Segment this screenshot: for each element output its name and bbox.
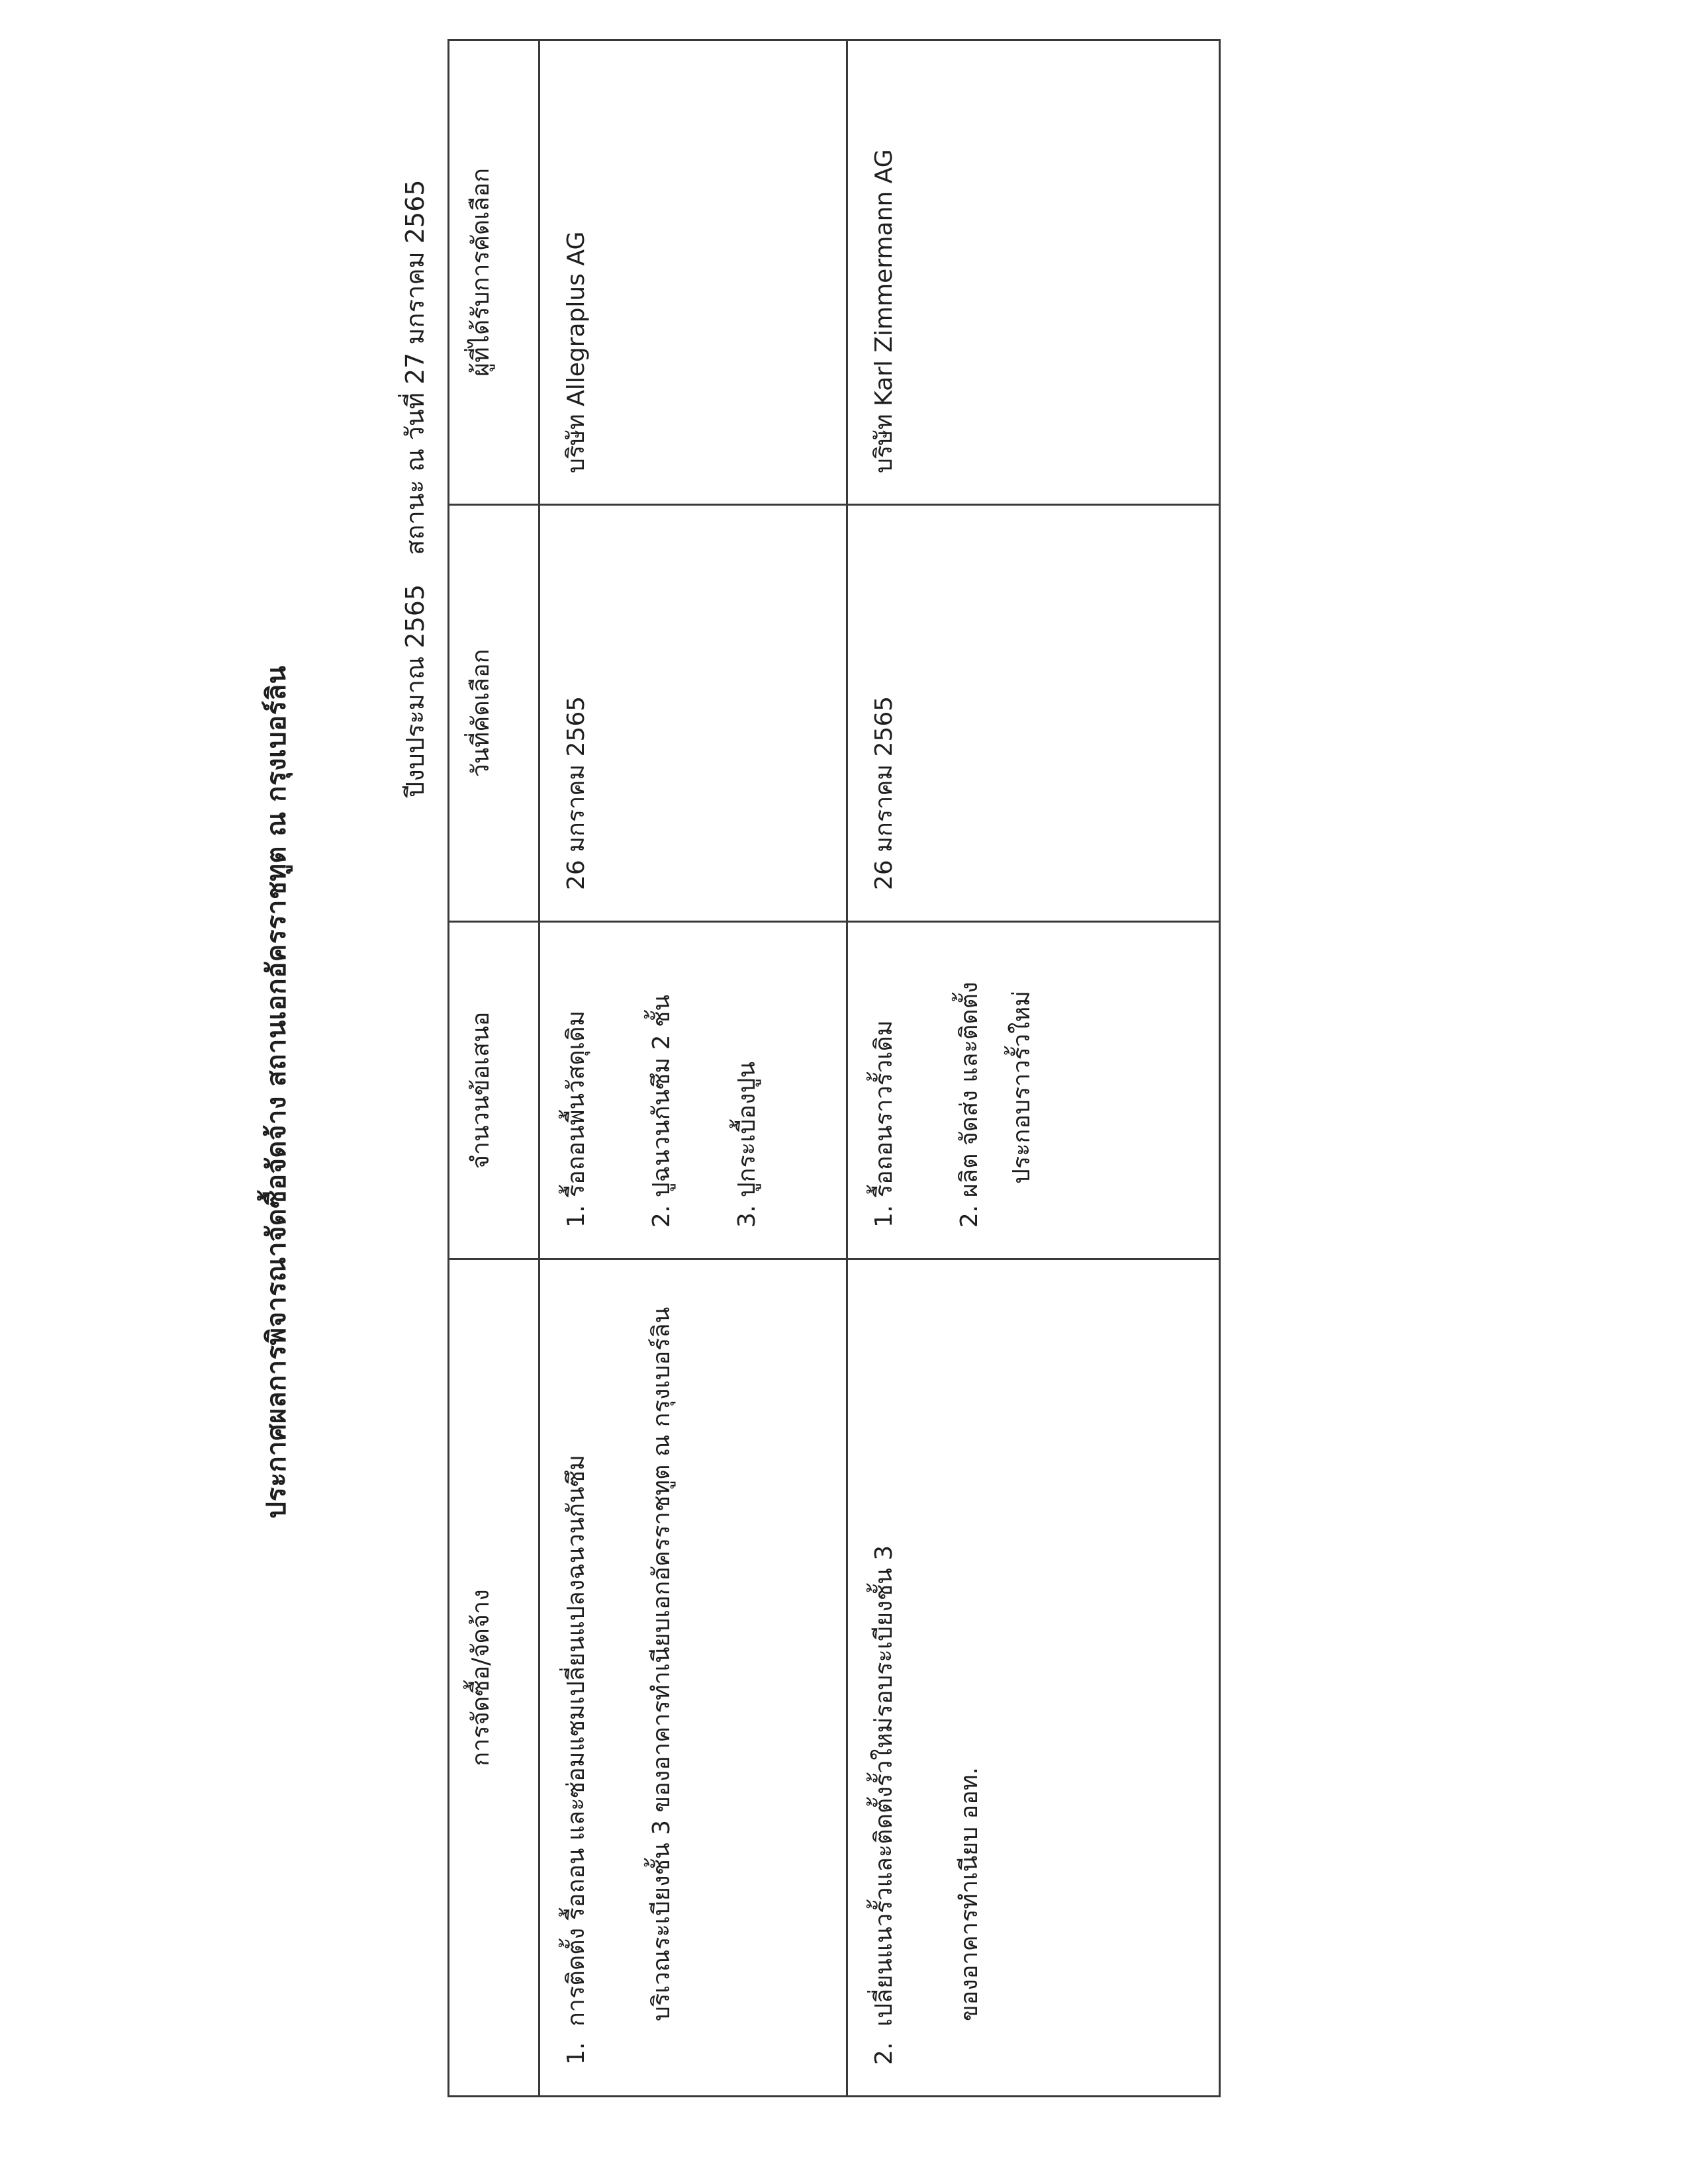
winner-name: บริษัท Karl Zimmermann AG <box>870 149 898 473</box>
header-selection-date: วันที่คัดเลือก <box>449 505 539 922</box>
procurement-line: เปลี่ยนแนวรั้วและติดตั้งรั้วใหม่รอบระเบียงชั้น 3 <box>870 1545 898 2026</box>
bid-item: 2. ผลิต จัดส่ง และติดตั้ง <box>955 981 983 1228</box>
procurement-cell <box>539 1259 847 2097</box>
selection-date: 26 มกราคม 2565 <box>870 696 898 890</box>
status-date: สถานะ ณ วันที่ 27 มกราคม 2565 <box>400 179 430 555</box>
table-row <box>539 40 847 2097</box>
procurement-line: บริเวณระเบียงชั้น 3 ของอาคารทำเนียบเอกอัครราชทูต ณ กรุงเบอร์ลิน <box>647 1306 675 2021</box>
bid-item: 3. ปูกระเบื้องปูน <box>733 1062 761 1228</box>
table-header-row <box>449 40 539 2097</box>
bid-item: ประกอบราวรั้วใหม่ <box>1008 990 1035 1184</box>
bid-item: 1. รื้อถอนราวรั้วเดิม <box>870 1020 898 1228</box>
fiscal-year: ปีงบประมาณ 2565 <box>400 584 430 797</box>
page-title: ประกาศผลการพิจารณาจัดซื้อจัดจ้าง สถานเอกอัครราชทูต ณ กรุงเบอร์ลิน <box>261 665 292 1519</box>
procurement-line: การติดตั้ง รื้อถอน และซ่อมแซมเปลี่ยนแปลงฉนวนกันซึม <box>563 1455 590 2026</box>
header-winner: ผู้ที่ได้รับการคัดเลือก <box>449 40 539 505</box>
procurement-results-table <box>447 39 1221 2097</box>
table-row <box>847 40 1220 2097</box>
bid-item: 2. ปูฉนวนกันซึม 2 ชั้น <box>647 994 675 1228</box>
winner-cell <box>847 40 1220 505</box>
bids-cell <box>847 922 1220 1259</box>
winner-cell <box>539 40 847 505</box>
selection-date-cell <box>847 505 1220 922</box>
header-procurement: การจัดซื้อ/จัดจ้าง <box>449 1259 539 2097</box>
header-bids: จำนวนข้อเสนอ <box>449 922 539 1259</box>
row-number: 2. <box>870 2042 898 2065</box>
document-subinfo <box>395 180 435 797</box>
procurement-line: ของอาคารทำเนียบ ออท. <box>955 1767 983 2021</box>
bids-cell <box>539 922 847 1259</box>
winner-name: บริษัท Allegraplus AG <box>563 231 590 473</box>
selection-date: 26 มกราคม 2565 <box>563 696 590 890</box>
procurement-cell <box>847 1259 1220 2097</box>
selection-date-cell <box>539 505 847 922</box>
bid-item: 1. รื้อถอนพื้นวัสดุเดิม <box>563 1010 590 1228</box>
row-number: 1. <box>563 2042 590 2065</box>
